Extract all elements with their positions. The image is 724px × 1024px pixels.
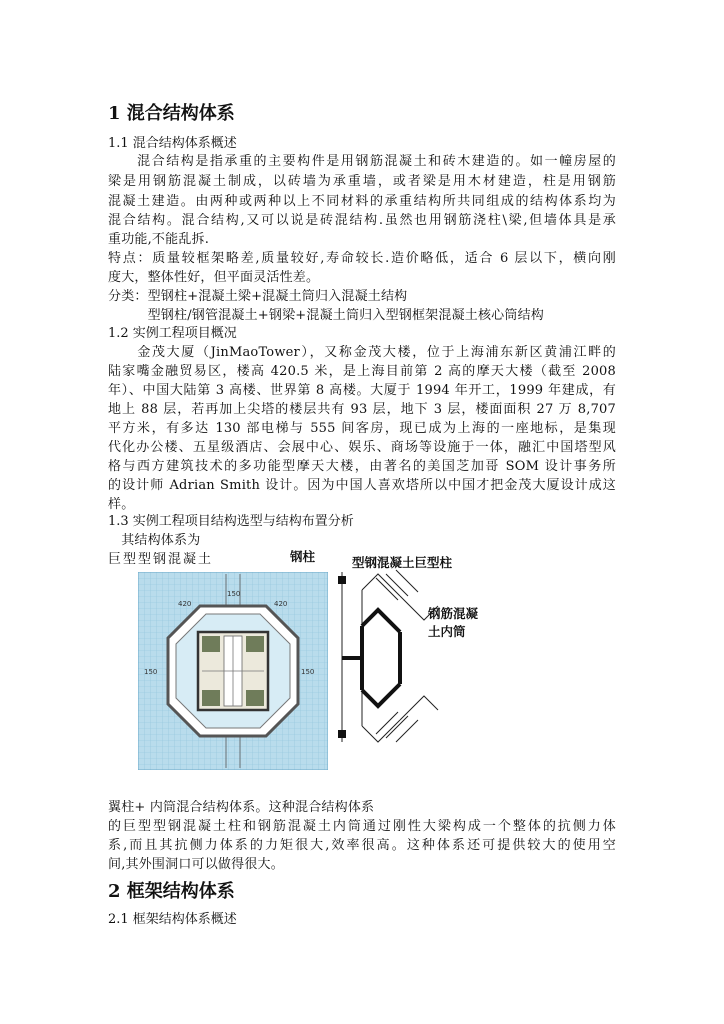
label-core-tube-2: 土内筒 [428, 624, 466, 639]
section-1-1-heading: 1.1 混合结构体系概述 [108, 136, 237, 151]
paragraph-line: 的巨型型钢混凝土柱和钢筋混凝土内筒通过刚性大梁构成一个整体的抗侧力体 [108, 819, 616, 834]
plan-dim: 150 [301, 668, 315, 676]
paragraph-line: 翼柱+ 内筒混合结构体系。这种混合结构体系 [108, 800, 375, 815]
paragraph-line: 其结构体系为 [108, 533, 201, 548]
section-2-1-heading: 2.1 框架结构体系概述 [108, 912, 237, 927]
paragraph-line: 年）、中国大陆第 3 高楼、世界第 8 高楼。大厦于 1994 年开工，1999 年建成，有 [108, 383, 616, 398]
paragraph-line: 金茂大厦（JinMaoTower），又称金茂大楼，位于上海浦东新区黄浦江畔的 [108, 345, 616, 360]
plan-dim: 420 [274, 600, 288, 608]
features-line: 度大，整体性好，但平面灵活性差。 [108, 270, 320, 285]
section-1-3-heading: 1.3 实例工程项目结构选型与结构布置分析 [108, 514, 354, 529]
plan-dim: 420 [178, 600, 192, 608]
paragraph-line: 混合结构是指承重的主要构件是用钢筋混凝土和砖木建造的。如一幢房屋的 [108, 154, 616, 169]
paragraph-line: 混凝土建造。由两种或两种以上不同材料的承重结构所共同组成的结构体系均为 [108, 194, 616, 209]
label-mega-column: 型钢混凝土巨型柱 [352, 555, 453, 570]
section-2-heading: 2 框架结构体系 [108, 881, 235, 902]
paragraph-line: 重功能,不能乱拆. [108, 232, 210, 247]
plan-dim: 150 [144, 668, 158, 676]
paragraph-line: 陆家嘴金融贸易区，楼高 420.5 米，是上海目前第 2 高的摩天大楼（截至 2008 [108, 364, 616, 379]
features-line: 特点：质量较框架略差,质量较好,寿命较长.造价略低，适合 6 层以下，横向刚 [108, 251, 616, 266]
classification-line: 型钢柱/钢管混凝土+钢梁+混凝土筒归入型钢框架混凝土核心筒结构 [108, 308, 544, 323]
classification-line: 分类：型钢柱+混凝土梁+混凝土筒归入混凝土结构 [108, 289, 408, 304]
paragraph-line: 混合结构。混合结构,又可以说是砖混结构.虽然也用钢筋浇柱\梁,但墙体具是承 [108, 213, 616, 228]
plan-dim: 150 [227, 590, 241, 598]
paragraph-line: 系,而且其抗侧力体系的力矩很大,效率很高。这种体系还可提供较大的使用空 [108, 838, 616, 853]
paragraph-line: 巨型型钢混凝土 [108, 552, 214, 567]
paragraph-line: 地上 88 层，若再加上尖塔的楼层共有 93 层，地下 3 层，楼面面积 27 万 8,707 [108, 402, 616, 417]
paragraph-line: 代化办公楼、五星级酒店、会展中心、娱乐、商场等设施于一体，融汇中国塔型风 [108, 440, 616, 455]
paragraph-line: 梁是用钢筋混凝土制成，以砖墙为承重墙，或者梁是用木材建造，柱是用钢筋 [108, 174, 616, 189]
section-1-2-heading: 1.2 实例工程项目概况 [108, 326, 237, 341]
structure-schematic [338, 566, 442, 746]
paragraph-line: 格与西方建筑技术的多功能型摩天大楼，由著名的美国芝加哥 SOM 设计事务所 [108, 459, 616, 474]
label-steel-column: 钢柱 [290, 549, 316, 564]
paragraph-line: 样。 [108, 497, 135, 512]
jinmao-floor-plan [138, 572, 328, 770]
paragraph-line: 间,其外围洞口可以做得很大。 [108, 857, 284, 872]
label-core-tube-1: 钢筋混凝 [428, 606, 479, 621]
section-1-heading: 1 混合结构体系 [108, 103, 235, 124]
paragraph-line: 的设计师 Adrian Smith 设计。因为中国人喜欢塔所以中国才把金茂大厦设计成这 [108, 478, 616, 493]
paragraph-line: 平方米，有多达 130 部电梯与 555 间客房，现已成为上海的一座地标，是集现 [108, 421, 616, 436]
